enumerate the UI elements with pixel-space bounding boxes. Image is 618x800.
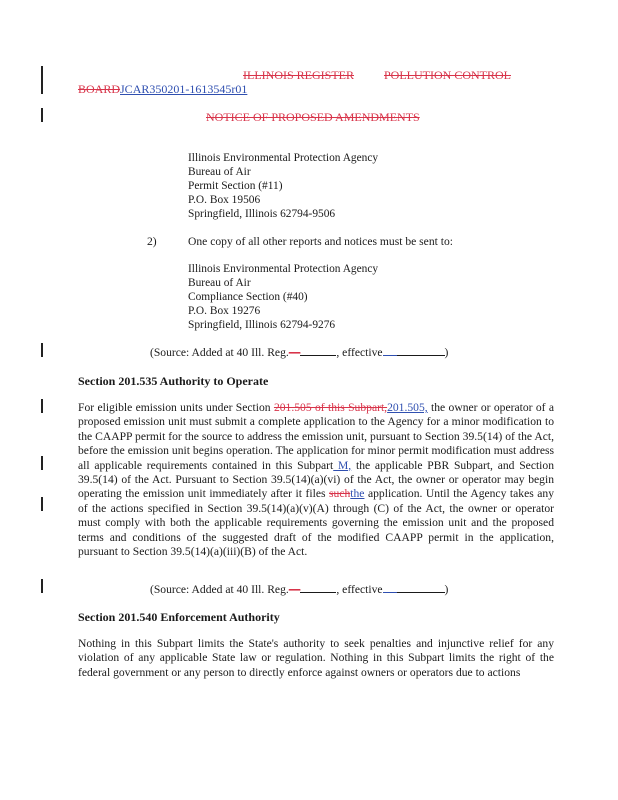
address-line: Bureau of Air bbox=[188, 277, 251, 289]
address-line: Bureau of Air bbox=[188, 166, 251, 178]
paragraph-text: application. Until the Agency takes any of the actions specified in Section 39.5(14)(a)(v)(A) through (C) of the Act, the owner or operator must comply with both the applicable requirements governing the emission unit and the proposed terms and conditions of the suggested draft of the modified CAAPP permit in the application, pursuant to Section 39.5(14)(a)(iii)(B) of the Act. bbox=[78, 487, 554, 559]
address-block-compliance bbox=[188, 262, 378, 332]
date-blank bbox=[300, 582, 336, 593]
inserted-text: M, bbox=[333, 458, 352, 472]
address-line: P.O. Box 19276 bbox=[188, 305, 261, 317]
header-notice: NOTICE OF PROPOSED AMENDMENTS bbox=[206, 110, 420, 124]
paragraph-text: the owner or operator of a proposed emission unit must submit a complete application to the Agency for a minor modification to the CAAPP permit for the source to address the emission unit, pursuant to Section 39.5(14) of the Act, before the emission unit begins operation. The application for minor permit modification must address all applicable requirements contained in this Subpart bbox=[78, 401, 555, 472]
source-note bbox=[150, 345, 448, 359]
change-bar bbox=[41, 343, 43, 357]
change-bar bbox=[41, 66, 43, 94]
section-540-heading: Section 201.540 Enforcement Authority bbox=[78, 610, 280, 624]
section-535-paragraph bbox=[78, 401, 554, 559]
source-effective: , effective bbox=[336, 346, 383, 359]
header-code: JCAR350201-1613545r01 bbox=[120, 82, 248, 96]
item-number: 2) bbox=[147, 235, 157, 248]
date-blank bbox=[300, 345, 336, 356]
deleted-text: such bbox=[329, 487, 351, 501]
change-bar bbox=[41, 579, 43, 593]
date-blank bbox=[397, 345, 445, 356]
inserted-text: the bbox=[350, 487, 365, 501]
source-prefix: (Source: Added at 40 Ill. Reg. bbox=[150, 346, 289, 359]
header-board-part2: BOARD bbox=[78, 82, 121, 96]
paragraph-text: For eligible emission units under Section bbox=[78, 401, 274, 414]
date-blank bbox=[397, 582, 445, 593]
address-line: Springfield, Illinois 62794-9506 bbox=[188, 208, 336, 220]
address-line: Illinois Environmental Protection Agency bbox=[188, 152, 379, 164]
source-prefix: (Source: Added at 40 Ill. Reg. bbox=[150, 583, 289, 596]
change-bar bbox=[41, 108, 43, 122]
source-close: ) bbox=[444, 346, 449, 359]
address-line: Springfield, Illinois 62794-9276 bbox=[188, 319, 336, 331]
address-line: P.O. Box 19506 bbox=[188, 194, 261, 206]
date-blank-insert bbox=[383, 582, 397, 593]
address-line: Permit Section (#11) bbox=[188, 180, 283, 192]
section-535-heading: Section 201.535 Authority to Operate bbox=[78, 374, 269, 388]
source-note bbox=[150, 582, 448, 596]
change-bar bbox=[41, 399, 43, 413]
deleted-text: 201.505 of this Subpart, bbox=[273, 401, 388, 414]
inserted-text: 201.505, bbox=[387, 401, 428, 414]
change-bar bbox=[41, 456, 43, 470]
header-line2 bbox=[78, 82, 247, 97]
source-effective: , effective bbox=[336, 583, 383, 596]
item-text: One copy of all other reports and notices must be sent to: bbox=[188, 235, 453, 248]
change-bar bbox=[41, 497, 43, 511]
address-line: Compliance Section (#40) bbox=[188, 291, 308, 303]
source-dash: — bbox=[288, 583, 301, 596]
address-line: Illinois Environmental Protection Agency bbox=[188, 263, 379, 275]
source-close: ) bbox=[444, 583, 449, 596]
date-blank-insert bbox=[383, 345, 397, 356]
source-dash: — bbox=[288, 346, 301, 359]
header-board-part1: POLLUTION CONTROL bbox=[384, 68, 511, 82]
paragraph-text: the applicable PBR Subpart, and Section 39.5(14) of the Act. Pursuant to Section 39.5(14)(a)(vi) of the Act, the owner or operator may begin operating the emission unit immediately after it files bbox=[78, 458, 554, 501]
section-540-paragraph: Nothing in this Subpart limits the State's authority to seek penalties and injunctive relief for any violation of any applicable State law or regulation. Nothing in this Subpart limits the right of the federal government or any person to directly enforce against owners or operators due to actions bbox=[78, 637, 554, 679]
address-block-permit bbox=[188, 151, 378, 221]
header-register: ILLINOIS REGISTER bbox=[243, 68, 354, 82]
